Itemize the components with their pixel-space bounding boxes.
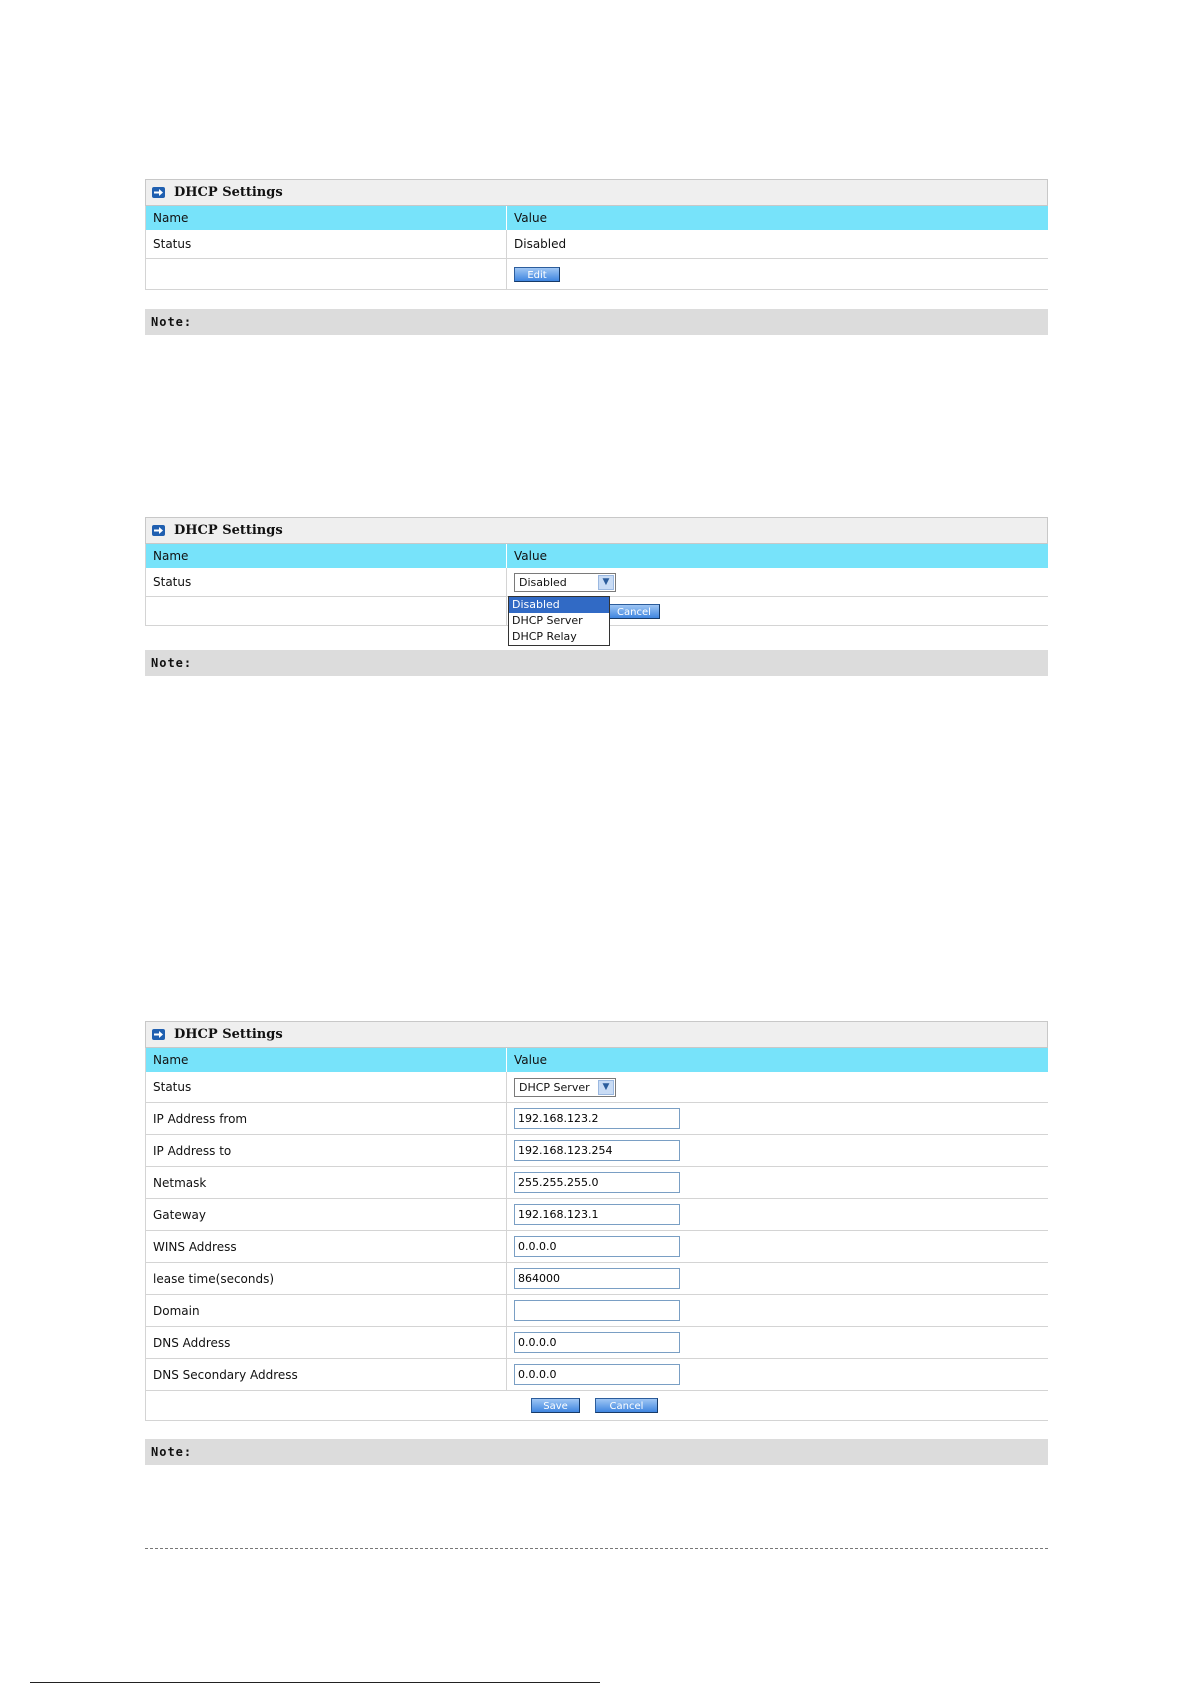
- field-label-ip-from: IP Address from: [146, 1103, 507, 1135]
- field-label-domain: Domain: [146, 1295, 507, 1327]
- field-label-ip-to: IP Address to: [146, 1135, 507, 1167]
- dhcp-settings-panel-view: [145, 179, 1048, 290]
- section-divider: [145, 1548, 1048, 1549]
- table-row: [146, 1231, 1048, 1263]
- ip-address-from-input[interactable]: [514, 1108, 680, 1129]
- domain-input[interactable]: [514, 1300, 680, 1321]
- table-row: [146, 568, 1048, 597]
- status-cell: [507, 568, 1049, 597]
- column-header-row: [146, 206, 1048, 230]
- option-dhcp-relay[interactable]: DHCP Relay: [512, 630, 577, 643]
- footnote-rule: [30, 1682, 600, 1683]
- option-dhcp-server[interactable]: DHCP Server: [512, 614, 583, 627]
- table-row: [146, 230, 1048, 259]
- option-disabled[interactable]: Disabled: [509, 597, 609, 613]
- status-cell: [507, 1072, 1049, 1103]
- empty-cell: [146, 259, 507, 290]
- panel-title: DHCP Settings: [174, 1027, 283, 1042]
- status-dropdown-list: [508, 596, 610, 646]
- field-cell: [507, 1135, 1049, 1167]
- note-bar: Note:: [145, 309, 1048, 335]
- panel-body: [145, 1048, 1048, 1421]
- note-bar: Note:: [145, 650, 1048, 676]
- panel-title: DHCP Settings: [174, 523, 283, 538]
- dhcp-settings-panel-dropdown: [145, 517, 1048, 643]
- settings-table: [146, 206, 1048, 290]
- panel-header: [145, 517, 1048, 544]
- panel-body: [145, 206, 1048, 290]
- column-name-header: Name: [146, 544, 507, 568]
- cancel-button[interactable]: Cancel: [595, 1398, 658, 1413]
- column-value-header: Value: [507, 544, 1049, 568]
- column-name-header: Name: [146, 1048, 507, 1072]
- panel-header: [145, 1021, 1048, 1048]
- table-row: [146, 1167, 1048, 1199]
- netmask-input[interactable]: [514, 1172, 680, 1193]
- cancel-button[interactable]: Cancel: [608, 604, 660, 619]
- status-label: Status: [146, 230, 507, 259]
- save-button[interactable]: Save: [531, 1398, 580, 1413]
- status-label: Status: [146, 1072, 507, 1103]
- field-cell: [507, 1167, 1049, 1199]
- status-selected-value: DHCP Server: [519, 1080, 590, 1094]
- edit-button[interactable]: Edit: [514, 267, 560, 282]
- panel-header: [145, 179, 1048, 206]
- dns-secondary-address-input[interactable]: [514, 1364, 680, 1385]
- button-cell: [507, 259, 1049, 290]
- field-label-netmask: Netmask: [146, 1167, 507, 1199]
- panel-title: DHCP Settings: [174, 185, 283, 200]
- field-label-lease-time: lease time(seconds): [146, 1263, 507, 1295]
- status-select[interactable]: [514, 1078, 616, 1097]
- status-selected-value: Disabled: [519, 575, 567, 589]
- table-row: [146, 1295, 1048, 1327]
- dhcp-settings-panel-server: [145, 1021, 1048, 1421]
- field-label-gateway: Gateway: [146, 1199, 507, 1231]
- dns-address-input[interactable]: [514, 1332, 680, 1353]
- field-cell: [507, 1359, 1049, 1391]
- lease-time-input[interactable]: [514, 1268, 680, 1289]
- column-value-header: Value: [507, 206, 1049, 230]
- column-header-row: [146, 1048, 1048, 1072]
- arrow-right-icon: [152, 1029, 165, 1040]
- status-select[interactable]: [514, 573, 616, 592]
- wins-address-input[interactable]: [514, 1236, 680, 1257]
- table-row: [146, 259, 1048, 290]
- field-cell: [507, 1103, 1049, 1135]
- settings-table: [146, 1048, 1048, 1391]
- field-cell: [507, 1199, 1049, 1231]
- empty-cell: [146, 597, 507, 626]
- ip-address-to-input[interactable]: [514, 1140, 680, 1161]
- table-row: [146, 1072, 1048, 1103]
- note-bar: Note:: [145, 1439, 1048, 1465]
- arrow-right-icon: [152, 187, 165, 198]
- chevron-down-icon[interactable]: ▼: [598, 1080, 614, 1095]
- field-cell: [507, 1295, 1049, 1327]
- column-name-header: Name: [146, 206, 507, 230]
- table-row: [146, 1359, 1048, 1391]
- table-row: [146, 1263, 1048, 1295]
- field-cell: [507, 1231, 1049, 1263]
- field-label-dns-secondary: DNS Secondary Address: [146, 1359, 507, 1391]
- field-cell: [507, 1327, 1049, 1359]
- table-row: [146, 1327, 1048, 1359]
- chevron-down-icon[interactable]: ▼: [598, 575, 614, 590]
- status-label: Status: [146, 568, 507, 597]
- gateway-input[interactable]: [514, 1204, 680, 1225]
- arrow-right-icon: [152, 525, 165, 536]
- column-header-row: [146, 544, 1048, 568]
- field-cell: [507, 1263, 1049, 1295]
- status-value: Disabled: [507, 230, 1049, 259]
- table-row: [146, 1199, 1048, 1231]
- action-row: [146, 1391, 1048, 1421]
- field-label-dns: DNS Address: [146, 1327, 507, 1359]
- field-label-wins: WINS Address: [146, 1231, 507, 1263]
- table-row: [146, 1103, 1048, 1135]
- column-value-header: Value: [507, 1048, 1049, 1072]
- table-row: [146, 1135, 1048, 1167]
